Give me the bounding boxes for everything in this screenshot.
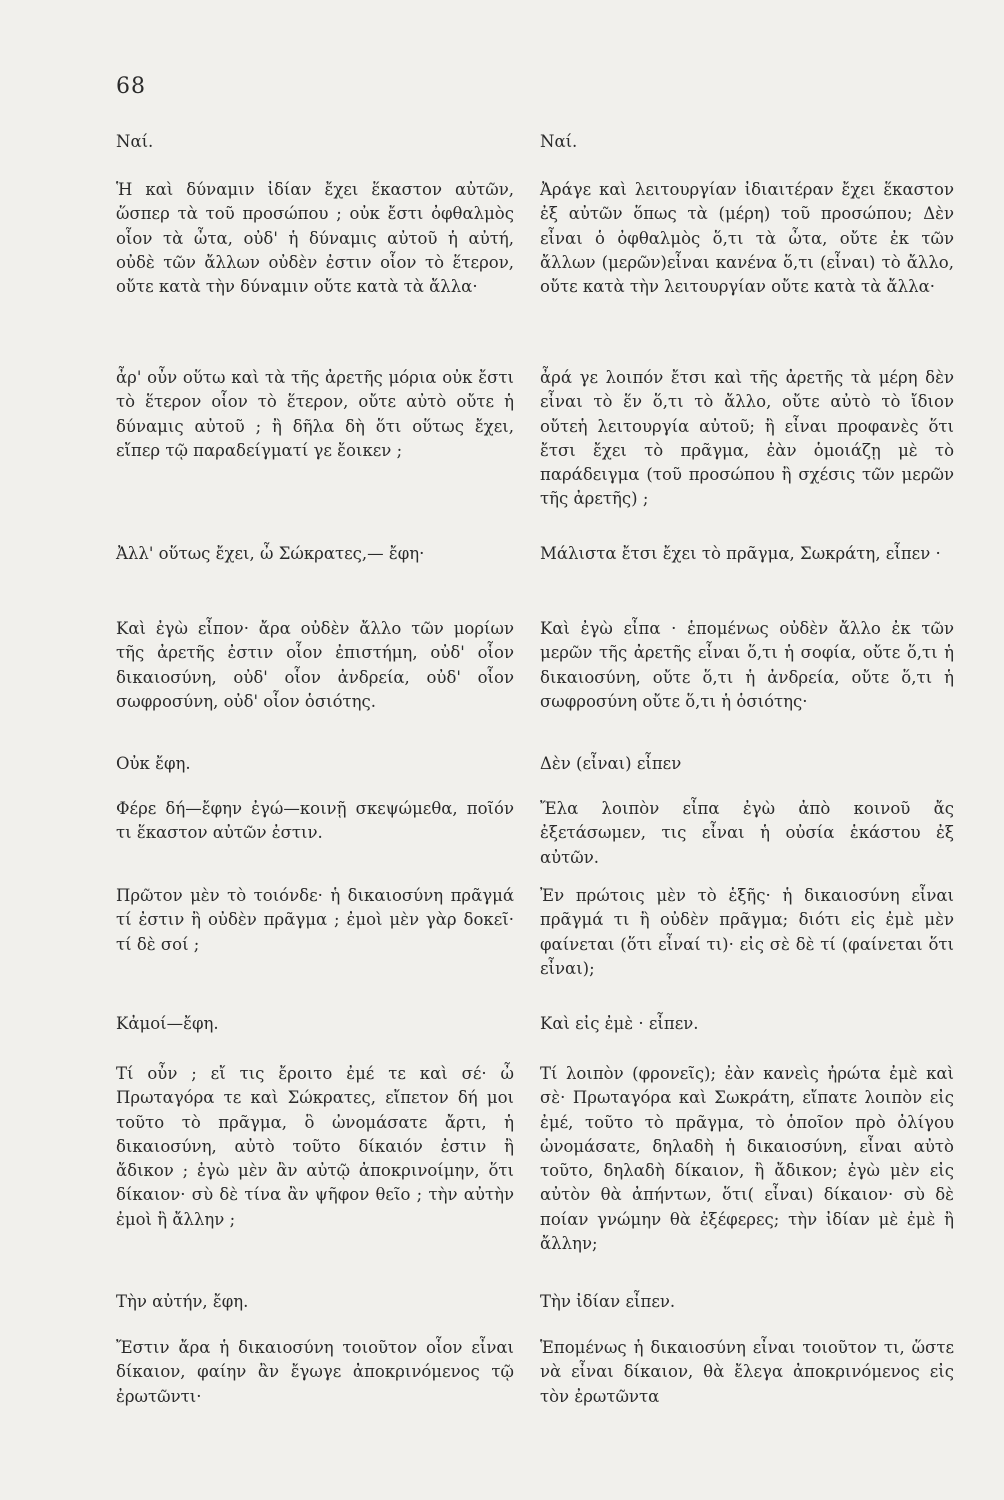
left-paragraph-1: Ναί. bbox=[116, 132, 154, 151]
left-paragraph-5: Καὶ ἐγὼ εἶπον· ἄρα οὐδὲν ἄλλο τῶν μορίων τῆς ἀρετῆς ἐστιν οἷον ἐπιστήμη, οὐδ' οἷον δικαιοσύνη, οὐδ' οἷον ἀνδρεία, οὐδ' οἷον σωφροσύνη, οὐδ' οἷον ὁσιότης. bbox=[116, 619, 514, 711]
right-paragraph-9: Καὶ εἰς ἐμὲ · εἶπεν. bbox=[540, 1014, 699, 1033]
right-paragraph-11: Τὴν ἰδίαν εἶπεν. bbox=[540, 1292, 676, 1311]
left-paragraph-3: ἆρ' οὖν οὕτω καὶ τὰ τῆς ἀρετῆς μόρια οὐκ ἔστι τὸ ἕτερον οἷον τὸ ἕτερον, οὔτε αὐτὸ οὔτε ἡ δύναμις αὐτοῦ ; ἢ δῆλα δὴ ὅτι οὕτως ἔχει, εἴπερ τῷ παραδείγματί γε ἔοικεν ; bbox=[116, 368, 514, 460]
left-paragraph-4: Ἀλλ' οὕτως ἔχει, ὦ Σώκρατες,— ἔφη· bbox=[116, 544, 425, 563]
right-paragraph-7: Ἔλα λοιπὸν εἶπα ἐγὼ ἀπὸ κοινοῦ ἄς ἐξετάσωμεν, τις εἶναι ἡ οὐσία ἑκάστου ἐξ αὐτῶν. bbox=[540, 799, 954, 867]
right-paragraph-2: Ἀράγε καὶ λειτουργίαν ἰδιαιτέραν ἔχει ἕκαστον ἐξ αὐτῶν ὅπως τὰ (μέρη) τοῦ προσώπου; Δὲν εἶναι ὁ ὀφθαλμὸς ὅ,τι τὰ ὦτα, οὔτε ἐκ τῶν ἄλλων (μερῶν)εἶναι κανένα ὅ,τι (εἶναι) τὸ ἄλλο, οὔτε κατὰ τὴν λειτουργίαν οὔτε κατὰ τὰ ἄλλα· bbox=[540, 180, 954, 297]
left-paragraph-2: Ἡ καὶ δύναμιν ἰδίαν ἔχει ἕκαστον αὐτῶν, ὥσπερ τὰ τοῦ προσώπου ; οὐκ ἔστι ὀφθαλμὸς οἷον τὰ ὦτα, οὐδ' ἡ δύναμις αὐτοῦ ἡ αὐτή, οὐδὲ τῶν ἄλλων οὐδὲν ἐστιν οἷον τὸ ἕτερον, οὔτε κατὰ τὴν δύναμιν οὔτε κατὰ τὰ ἄλλα· bbox=[116, 180, 514, 297]
page-number: 68 bbox=[116, 74, 146, 99]
right-paragraph-8: Ἐν πρώτοις μὲν τὸ ἑξῆς· ἡ δικαιοσύνη εἶναι πρᾶγμά τι ἢ οὐδὲν πρᾶγμα; διότι εἰς ἐμὲ μὲν φαίνεται (ὅτι εἶναί τι)· εἰς σὲ δὲ τί (φαίνεται ὅτι εἶναι); bbox=[540, 886, 954, 978]
right-paragraph-4: Μάλιστα ἔτσι ἔχει τὸ πρᾶγμα, Σωκράτη, εἶπεν · bbox=[540, 544, 941, 563]
right-paragraph-10: Τί λοιπὸν (φρονεῖς); ἐὰν κανεὶς ἠρώτα ἐμὲ καὶ σὲ· Πρωταγόρα καὶ Σωκράτη, εἴπατε λοιπὸν εἰς ἐμέ, τοῦτο τὸ πρᾶγμα, τὸ ὁποῖον πρὸ ὀλίγου ὠνομάσατε, δηλαδὴ ἡ δικαιοσύνη, εἶναι αὐτὸ τοῦτο, δηλαδὴ δίκαιον, ἢ ἄδικον; ἐγὼ μὲν εἰς αὐτὸν θὰ ἀπήντων, ὅτι( εἶναι) δίκαιον· σὺ δὲ ποίαν γνώμην θὰ ἐξέφερες; τὴν ἰδίαν μὲ ἐμὲ ἢ ἄλλην; bbox=[540, 1064, 954, 1254]
left-paragraph-9: Κἀμοί—ἔφη. bbox=[116, 1014, 219, 1033]
right-paragraph-6: Δὲν (εἶναι) εἶπεν bbox=[540, 754, 682, 773]
left-paragraph-7: Φέρε δή—ἔφην ἐγώ—κοινῇ σκεψώμεθα, ποῖόν τι ἕκαστον αὐτῶν ἐστιν. bbox=[116, 799, 514, 843]
right-paragraph-5: Καὶ ἐγὼ εἶπα · ἑπομένως οὐδὲν ἄλλο ἐκ τῶν μερῶν τῆς ἀρετῆς εἶναι ὅ,τι ἡ σοφία, οὔτε ὅ,τι ἡ δικαιοσύνη, οὔτε ὅ,τι ἡ ἀνδρεία, οὔτε ὅ,τι ἡ σωφροσύνη οὔτε ὅ,τι ἡ ὁσιότης· bbox=[540, 619, 954, 711]
right-paragraph-12: Ἑπομένως ἡ δικαιοσύνη εἶναι τοιοῦτον τι, ὥστε νὰ εἶναι δίκαιον, θὰ ἔλεγα ἀποκρινόμενος εἰς τὸν ἐρωτῶντα bbox=[540, 1338, 954, 1406]
left-paragraph-6: Οὐκ ἔφη. bbox=[116, 754, 191, 773]
left-paragraph-8: Πρῶτον μὲν τὸ τοιόνδε· ἡ δικαιοσύνη πρᾶγμά τί ἐστιν ἢ οὐδὲν πρᾶγμα ; ἐμοὶ μὲν γὰρ δοκεῖ· τί δὲ σοί ; bbox=[116, 886, 514, 954]
left-paragraph-10: Τί οὖν ; εἴ τις ἔροιτο ἐμέ τε καὶ σέ· ὦ Πρωταγόρα τε καὶ Σώκρατες, εἴπετον δή μοι τοῦτο τὸ πρᾶγμα, ὃ ὠνομάσατε ἄρτι, ἡ δικαιοσύνη, αὐτὸ τοῦτο δίκαιόν ἐστιν ἢ ἄδικον ; ἐγὼ μὲν ἂν αὐτῷ ἀποκρινοίμην, ὅτι δίκαιον· σὺ δὲ τίνα ἂν ψῆφον θεῖο ; τὴν αὐτὴν ἐμοὶ ἢ ἄλλην ; bbox=[116, 1064, 514, 1229]
left-paragraph-12: Ἔστιν ἄρα ἡ δικαιοσύνη τοιοῦτον οἷον εἶναι δίκαιον, φαίην ἂν ἔγωγε ἀποκρινόμενος τῷ ἐρωτῶντι· bbox=[116, 1338, 514, 1406]
right-paragraph-1: Ναί. bbox=[540, 132, 578, 151]
left-paragraph-11: Τὴν αὐτήν, ἔφη. bbox=[116, 1292, 249, 1311]
right-paragraph-3: ἆρά γε λοιπόν ἔτσι καὶ τῆς ἀρετῆς τὰ μέρη δὲν εἶναι τὸ ἕν ὅ,τι τὸ ἄλλο, οὔτε αὐτὸ τὸ ἴδιον οὔτεἡ λειτουργία αὐτοῦ; ἢ εἶναι προφανὲς ὅτι ἔτσι ἔχει τὸ πρᾶγμα, ἐὰν ὁμοιάζῃ μὲ τὸ παράδειγμα (τοῦ προσώπου ἢ σχέσις τῶν μερῶν τῆς ἀρετῆς) ; bbox=[540, 368, 954, 509]
